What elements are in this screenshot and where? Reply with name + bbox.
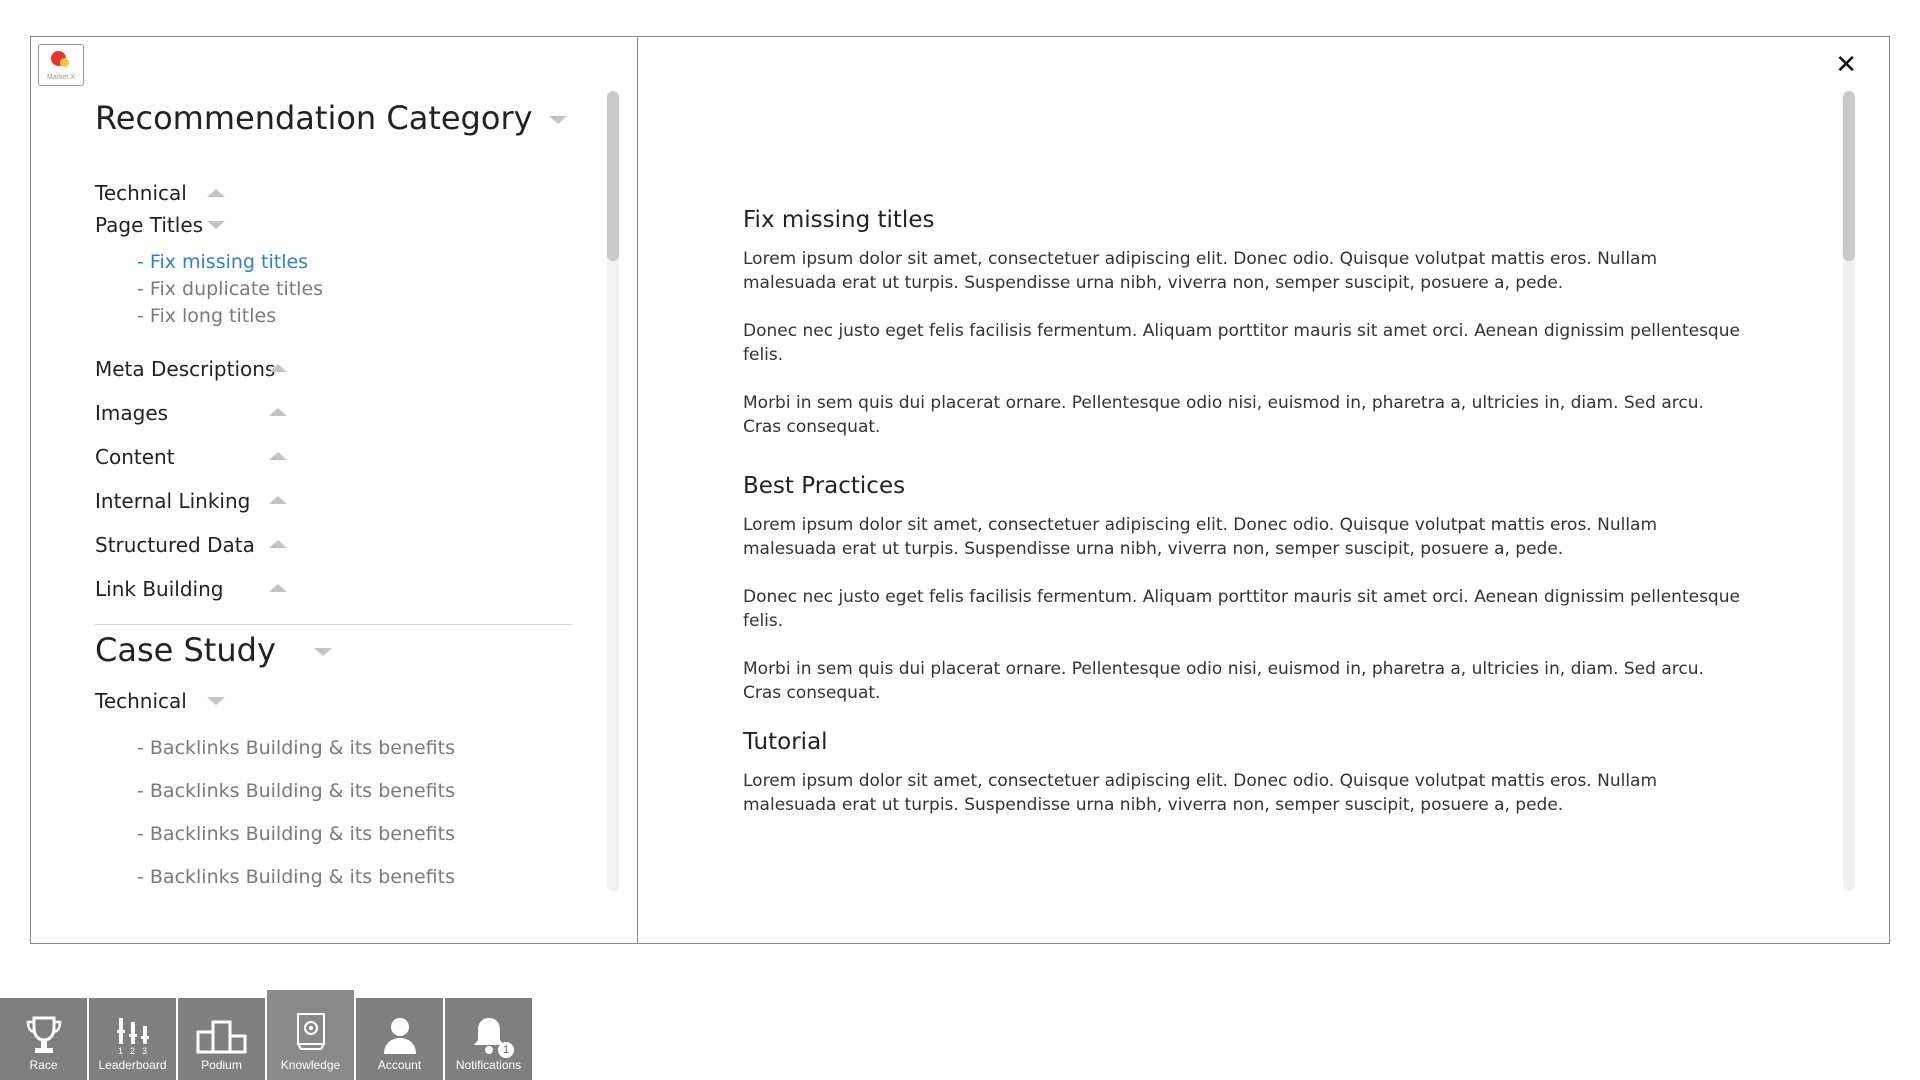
category-label: Page Titles bbox=[95, 213, 204, 237]
chevron-down-icon[interactable] bbox=[207, 697, 225, 705]
category-structured-data[interactable] bbox=[95, 533, 255, 557]
svg-text:2: 2 bbox=[129, 1046, 135, 1056]
left-scrollbar-thumb[interactable] bbox=[607, 91, 619, 261]
chevron-up-icon[interactable] bbox=[269, 540, 287, 548]
paragraph: Morbi in sem quis dui placerat ornare. Pellentesque odio nisi, euismod in, pharetra a, ultricies in, diam. Sed arcu. Cras consequat. bbox=[743, 659, 1704, 703]
category-label: Meta Descriptions bbox=[95, 357, 276, 381]
article-section-fix-missing-titles bbox=[743, 207, 1743, 439]
nav-label: Race bbox=[29, 1058, 58, 1072]
case-study-title: Case Study bbox=[95, 631, 276, 669]
nav-podium[interactable] bbox=[178, 998, 265, 1080]
paragraph: Donec nec justo eget felis facilisis fermentum. Aliquam porttitor mauris sit amet orci. Aenean dignissim pellentesque felis. bbox=[743, 587, 1740, 631]
subitem-fix-duplicate-titles[interactable]: - Fix duplicate titles bbox=[137, 278, 324, 300]
category-meta-descriptions[interactable] bbox=[95, 357, 275, 381]
section-heading: Tutorial bbox=[743, 729, 828, 755]
logo-text: Market X bbox=[46, 74, 75, 81]
article-section-tutorial bbox=[743, 729, 1743, 817]
nav-knowledge[interactable] bbox=[267, 990, 354, 1080]
chevron-up-icon[interactable] bbox=[269, 584, 287, 592]
chevron-up-icon[interactable] bbox=[269, 452, 287, 460]
right-scrollbar[interactable] bbox=[1843, 91, 1855, 891]
chevron-down-icon[interactable] bbox=[207, 221, 225, 229]
logo-yellow-dot bbox=[60, 58, 69, 67]
case-study-item[interactable]: - Backlinks Building & its benefits bbox=[137, 780, 455, 802]
chevron-up-icon[interactable] bbox=[207, 189, 225, 197]
knowledge-window bbox=[30, 36, 1890, 944]
nav-label: Account bbox=[377, 1058, 422, 1072]
chevron-up-icon[interactable] bbox=[269, 496, 287, 504]
nav-account[interactable] bbox=[356, 998, 443, 1080]
category-label: Internal Linking bbox=[95, 489, 251, 513]
notification-badge: 1 bbox=[498, 1042, 514, 1058]
category-label: Technical bbox=[95, 689, 187, 713]
chevron-down-icon[interactable] bbox=[314, 648, 332, 656]
left-scrollbar[interactable] bbox=[607, 91, 619, 891]
paragraph: Lorem ipsum dolor sit amet, consectetuer adipiscing elit. Donec odio. Quisque volutpat mattis eros. Nullam malesuada erat ut turpis. Suspendisse urna nibh, viverra non, semper suscipit, posuere a, pede. bbox=[743, 771, 1658, 815]
close-icon[interactable]: ✕ bbox=[1835, 49, 1857, 79]
svg-text:1: 1 bbox=[117, 1046, 123, 1056]
trophy-icon bbox=[0, 1016, 87, 1056]
recommendation-category-title: Recommendation Category bbox=[95, 99, 533, 137]
case-study-item[interactable]: - Backlinks Building & its benefits bbox=[137, 737, 455, 759]
paragraph: Lorem ipsum dolor sit amet, consectetuer adipiscing elit. Donec odio. Quisque volutpat mattis eros. Nullam malesuada erat ut turpis. Suspendisse urna nibh, viverra non, semper suscipit, posuere a, pede. bbox=[743, 249, 1658, 293]
category-label: Technical bbox=[95, 181, 187, 205]
nav-label: Leaderboard bbox=[98, 1058, 167, 1072]
category-link-building[interactable] bbox=[95, 577, 223, 601]
category-label: Content bbox=[95, 445, 175, 469]
leaderboard-icon bbox=[89, 1016, 176, 1056]
paragraph: Morbi in sem quis dui placerat ornare. Pellentesque odio nisi, euismod in, pharetra a, ultricies in, diam. Sed arcu. Cras consequat. bbox=[743, 393, 1704, 437]
section-heading: Fix missing titles bbox=[743, 207, 935, 233]
category-label: Link Building bbox=[95, 577, 224, 601]
category-images[interactable] bbox=[95, 401, 168, 425]
chevron-down-icon[interactable] bbox=[549, 116, 567, 124]
category-content[interactable] bbox=[95, 445, 175, 469]
nav-label: Knowledge bbox=[280, 1058, 341, 1072]
article-content bbox=[743, 207, 1743, 851]
nav-notifications[interactable] bbox=[445, 998, 532, 1080]
recommendation-category-heading[interactable] bbox=[95, 99, 567, 137]
chevron-up-icon[interactable] bbox=[269, 364, 287, 372]
panel-divider bbox=[637, 37, 638, 943]
bottom-navigation bbox=[0, 998, 534, 1080]
nav-label: Notifications bbox=[455, 1058, 522, 1072]
section-heading: Best Practices bbox=[743, 473, 906, 499]
bell-icon bbox=[445, 1016, 532, 1056]
case-study-item[interactable]: - Backlinks Building & its benefits bbox=[137, 823, 455, 845]
paragraph: Donec nec justo eget felis facilisis fermentum. Aliquam porttitor mauris sit amet orci. Aenean dignissim pellentesque felis. bbox=[743, 321, 1740, 365]
market-x-logo[interactable] bbox=[38, 44, 84, 86]
category-label: Structured Data bbox=[95, 533, 255, 557]
category-internal-linking[interactable] bbox=[95, 489, 250, 513]
case-study-category-technical[interactable] bbox=[95, 689, 187, 713]
chevron-up-icon[interactable] bbox=[269, 408, 287, 416]
svg-text:3: 3 bbox=[141, 1046, 147, 1056]
nav-label: Podium bbox=[201, 1058, 242, 1072]
podium-icon bbox=[178, 1016, 265, 1056]
nav-leaderboard[interactable] bbox=[89, 998, 176, 1080]
knowledge-icon bbox=[267, 1012, 354, 1052]
right-scrollbar-thumb[interactable] bbox=[1843, 91, 1855, 261]
subitem-fix-long-titles[interactable]: - Fix long titles bbox=[137, 305, 277, 327]
subitem-fix-missing-titles[interactable]: - Fix missing titles bbox=[137, 251, 309, 273]
user-icon bbox=[356, 1016, 443, 1056]
nav-race[interactable] bbox=[0, 998, 87, 1080]
paragraph: Lorem ipsum dolor sit amet, consectetuer adipiscing elit. Donec odio. Quisque volutpat mattis eros. Nullam malesuada erat ut turpis. Suspendisse urna nibh, viverra non, semper suscipit, posuere a, pede. bbox=[743, 515, 1658, 559]
category-page-titles[interactable] bbox=[95, 213, 203, 237]
category-label: Images bbox=[95, 401, 169, 425]
article-section-best-practices bbox=[743, 473, 1743, 705]
category-technical[interactable] bbox=[95, 181, 187, 205]
section-divider bbox=[95, 624, 572, 625]
case-study-heading[interactable] bbox=[95, 631, 332, 669]
case-study-item[interactable]: - Backlinks Building & its benefits bbox=[137, 866, 455, 888]
